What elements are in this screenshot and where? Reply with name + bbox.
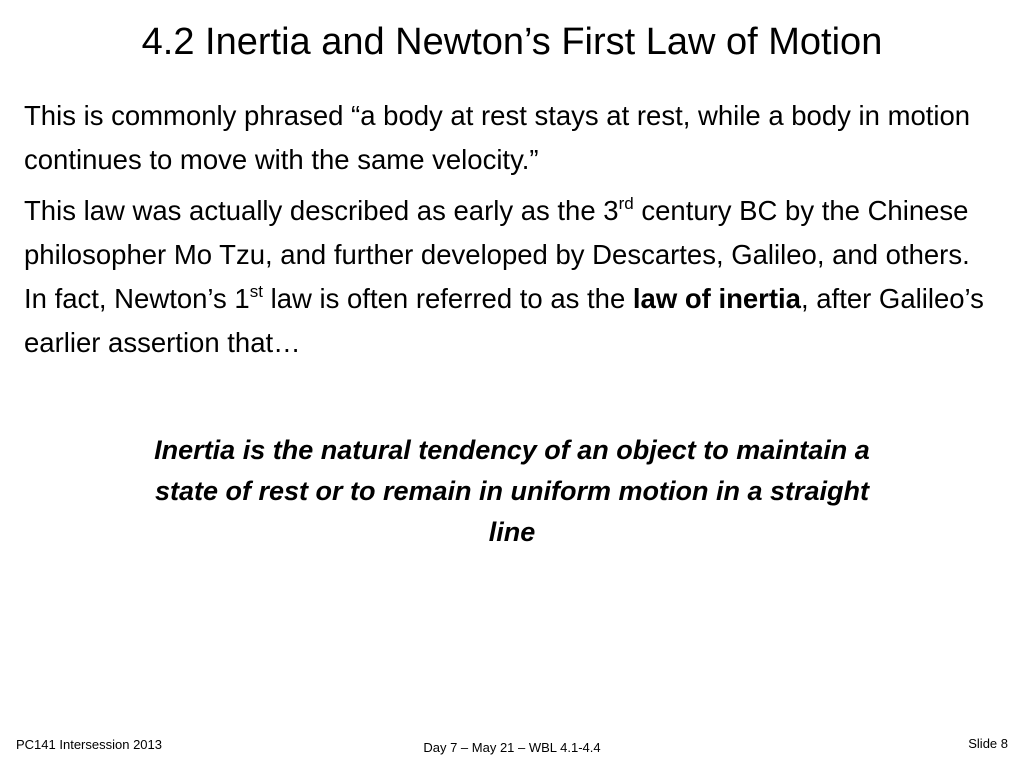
slide-body [24,94,984,372]
superscript-rd: rd [618,194,634,213]
law-of-inertia-term: law of inertia [632,283,801,314]
footer-date: Day 7 – May 21 – WBL 4.1-4.4 [423,740,601,755]
paragraph-history-text-3: law is often referred to as the [262,283,633,314]
slide-title: 4.2 Inertia and Newton’s First Law of Motion [141,21,883,63]
paragraph-common-phrasing: This is commonly phrased “a body at rest stays at rest, while a body in motion continues to move with the same velocity.” [24,100,971,175]
paragraph-history [24,189,984,365]
paragraph-history-text-2: century BC by the Chinese philosopher Mo Tzu, and further developed by Descartes, Galileo, and others. In fact, Newton’s 1 [24,195,970,314]
paragraph-history-text-4: , after Galileo’s earlier assertion that… [24,283,984,358]
footer-slide-number: Slide 8 [968,736,1008,751]
footer-course: PC141 Intersession 2013 [16,737,162,752]
inertia-definition-quote: Inertia is the natural tendency of an object to maintain a state of rest or to remain in uniform motion in a straight line [154,435,870,547]
paragraph-history-text-1: This law was actually described as early as the 3 [24,195,619,226]
superscript-st: st [249,282,263,301]
